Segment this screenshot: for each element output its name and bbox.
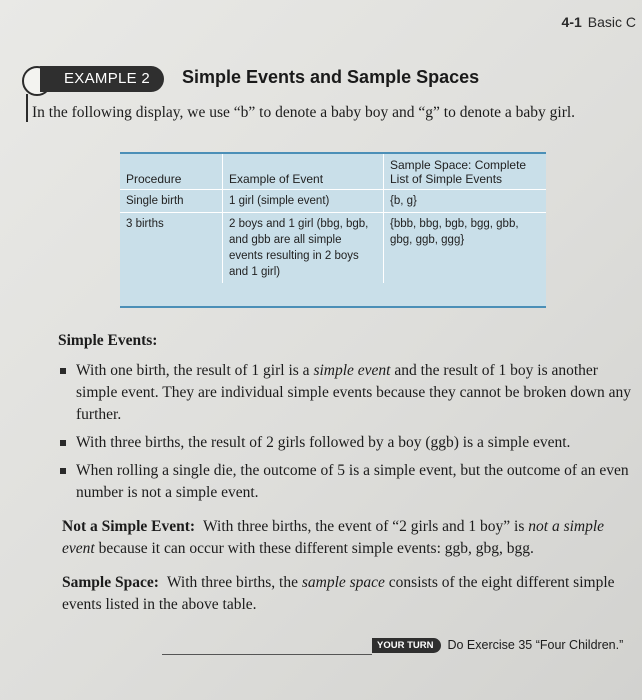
simple-events-list — [58, 360, 638, 504]
table-cell: 3 births — [120, 213, 223, 284]
example-title: Simple Events and Sample Spaces — [182, 67, 480, 87]
your-turn-badge: YOUR TURN — [372, 638, 441, 653]
example-tag: EXAMPLE 2 — [40, 66, 164, 92]
sample-space-term: Sample Space: — [62, 574, 159, 591]
bullet-term: simple event — [313, 362, 391, 379]
paragraph-text: because it can occur with these different simple events: ggb, gbg, bgg. — [94, 540, 534, 557]
list-item — [58, 432, 638, 454]
table-cell: 1 girl (simple event) — [223, 190, 384, 213]
bullet-text: With one birth, the result of 1 girl is a — [76, 362, 314, 379]
example-rule-divider — [26, 94, 28, 122]
table-header-row — [120, 154, 546, 190]
paragraph-text: consists of the eight different simple events listed in the above table. — [62, 574, 615, 613]
table-cell: Single birth — [120, 190, 223, 213]
table-cell: 2 boys and 1 girl (bbg, bgb, and gbb are all simple events resulting in 2 boys and 1 girl) — [223, 213, 384, 284]
sample-space-paragraph — [62, 572, 638, 616]
example-intro: In the following display, we use “b” to denote a baby boy and “g” to denote a baby girl. — [32, 104, 576, 121]
simple-events-heading: Simple Events: — [58, 332, 158, 349]
bullet-text: When rolling a single die, the outcome of 5 is a simple event, but the outcome of an even number is not a simple event. — [76, 462, 629, 501]
square-bullet-icon — [60, 468, 66, 474]
table-header-sample-space: Sample Space: Complete List of Simple Events — [384, 154, 547, 190]
example-banner — [22, 64, 642, 98]
table-header-procedure: Procedure — [126, 172, 182, 186]
table-cell: {b, g} — [384, 190, 547, 213]
example-body — [58, 330, 638, 616]
paragraph-text: With three births, the event of “2 girls and 1 boy” is — [203, 518, 529, 535]
table-header-example: Example of Event — [223, 154, 384, 190]
table-row — [120, 213, 546, 284]
section-number: 4-1 — [561, 14, 582, 30]
table-cell: {bbb, bbg, bgb, bgg, gbb, gbg, ggb, ggg} — [384, 213, 547, 284]
paragraph-emphasis: sample space — [301, 574, 385, 591]
list-item — [58, 360, 638, 426]
not-simple-event-term: Not a Simple Event: — [62, 518, 196, 535]
bullet-text: With three births, the result of 2 girls followed by a boy (ggb) is a simple event. — [76, 434, 571, 451]
your-turn-rule-divider — [162, 654, 372, 655]
your-turn-callout — [372, 638, 642, 653]
table-row — [120, 190, 546, 213]
section-title: Basic C — [587, 14, 636, 30]
events-table — [120, 152, 546, 308]
paragraph-emphasis: not a simple event — [62, 518, 605, 557]
bullet-text: and the result of 1 boy is another simple event. They are individual simple events because they cannot be broken down any further. — [76, 362, 631, 423]
running-header — [562, 14, 636, 30]
not-simple-event-paragraph — [62, 516, 638, 560]
square-bullet-icon — [60, 368, 66, 374]
your-turn-text: Do Exercise 35 “Four Children.” — [447, 638, 624, 652]
list-item — [58, 460, 638, 504]
paragraph-text: With three births, the — [166, 574, 302, 591]
square-bullet-icon — [60, 440, 66, 446]
